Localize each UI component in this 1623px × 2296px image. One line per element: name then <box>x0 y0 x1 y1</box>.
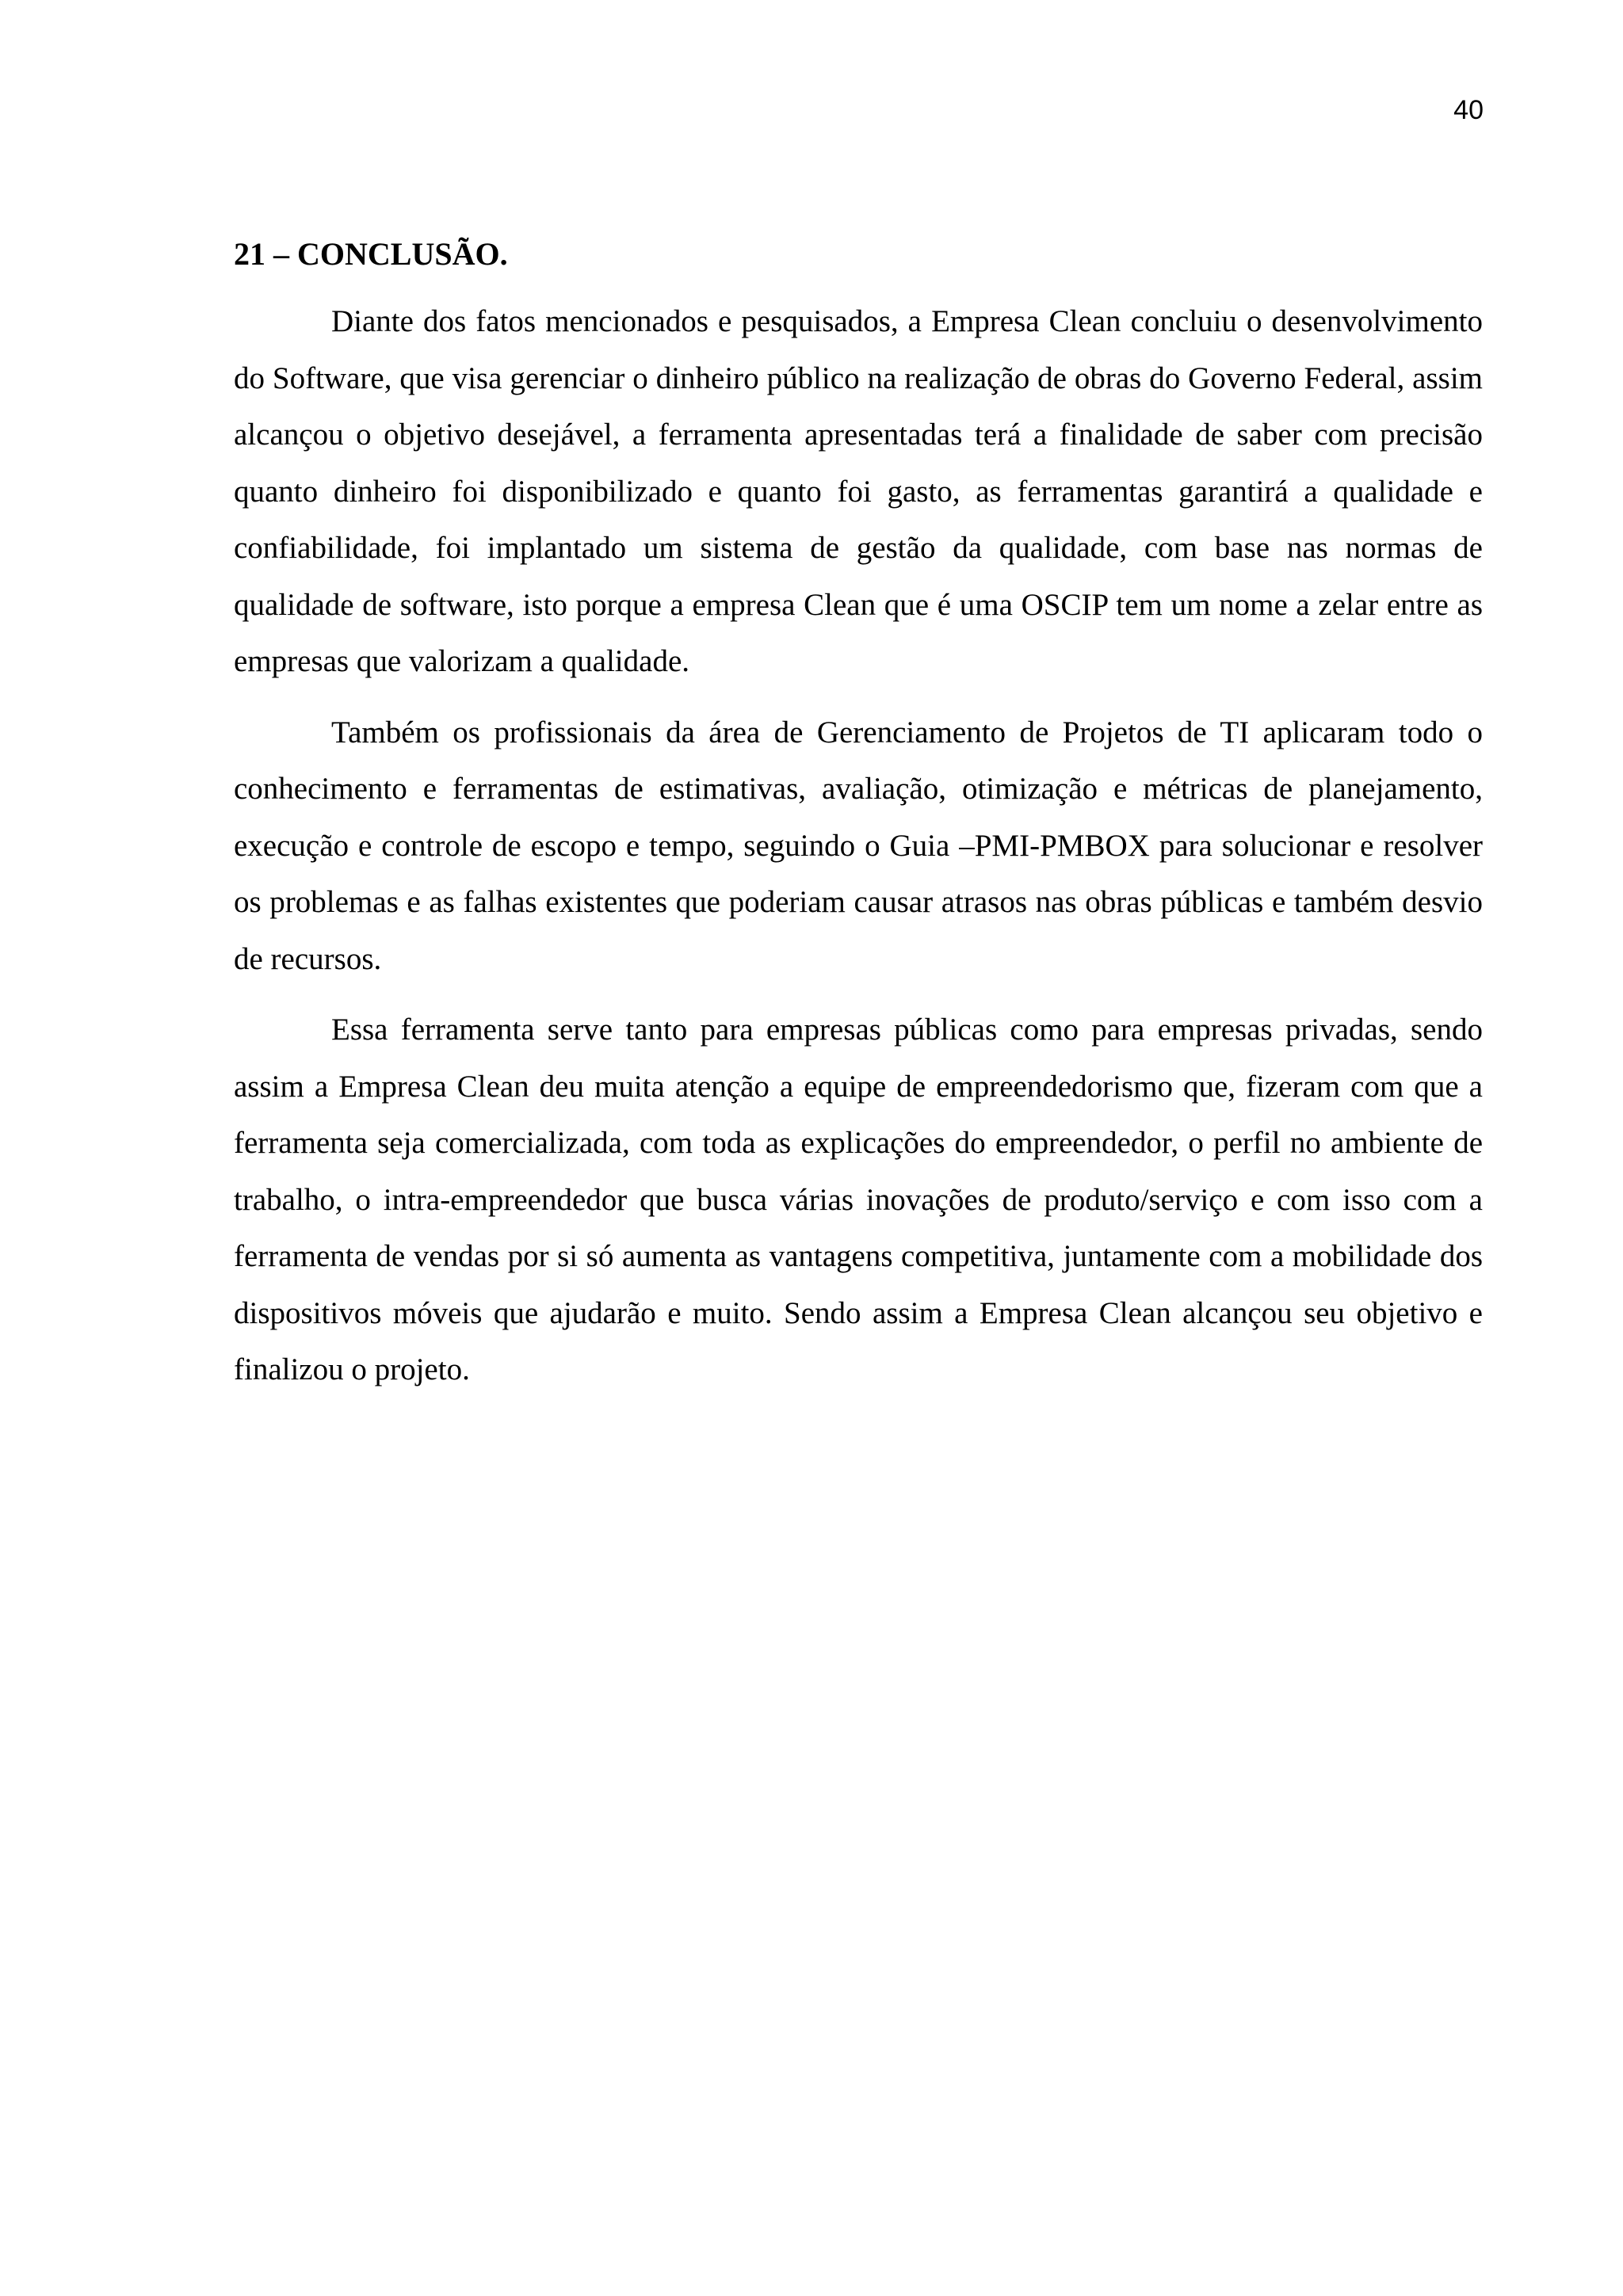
page-number: 40 <box>1453 95 1484 125</box>
paragraph-1: Diante dos fatos mencionados e pesquisados, a Empresa Clean concluiu o desenvolvimento do Software, que visa gerenciar o dinheiro público na realização de obras do Governo Federal, assim alcançou o objetivo desejável, a ferramenta apresentadas terá a finalidade de saber com precisão quanto dinheiro foi disponibilizado e quanto foi gasto, as ferramentas garantirá a qualidade e confiabilidade, foi implantado um sistema de gestão da qualidade, com base nas normas de qualidade de software, isto porque a empresa Clean que é uma OSCIP tem um nome a zelar entre as empresas que valorizam a qualidade. <box>234 304 1483 678</box>
section-content <box>234 231 1483 1413</box>
paragraph-2: Também os profissionais da área de Gerenciamento de Projetos de TI aplicaram todo o conhecimento e ferramentas de estimativas, avaliação, otimização e métricas de planejamento, execução e controle de escopo e tempo, seguindo o Guia –PMI-PMBOX para solucionar e resolver os problemas e as falhas existentes que poderiam causar atrasos nas obras públicas e também desvio de recursos. <box>234 715 1483 976</box>
section-title: 21 – CONCLUSÃO. <box>234 236 508 272</box>
paragraph-3: Essa ferramenta serve tanto para empresas públicas como para empresas privadas, sendo assim a Empresa Clean deu muita atenção a equipe de empreendedorismo que, fizeram com que a ferramenta seja comercializada, com toda as explicações do empreendedor, o perfil no ambiente de trabalho, o intra-empreendedor que busca várias inovações de produto/serviço e com isso com a ferramenta de vendas por si só aumenta as vantagens competitiva, juntamente com a mobilidade dos dispositivos móveis que ajudarão e muito. Sendo assim a Empresa Clean alcançou seu objetivo e finalizou o projeto. <box>234 1013 1483 1386</box>
